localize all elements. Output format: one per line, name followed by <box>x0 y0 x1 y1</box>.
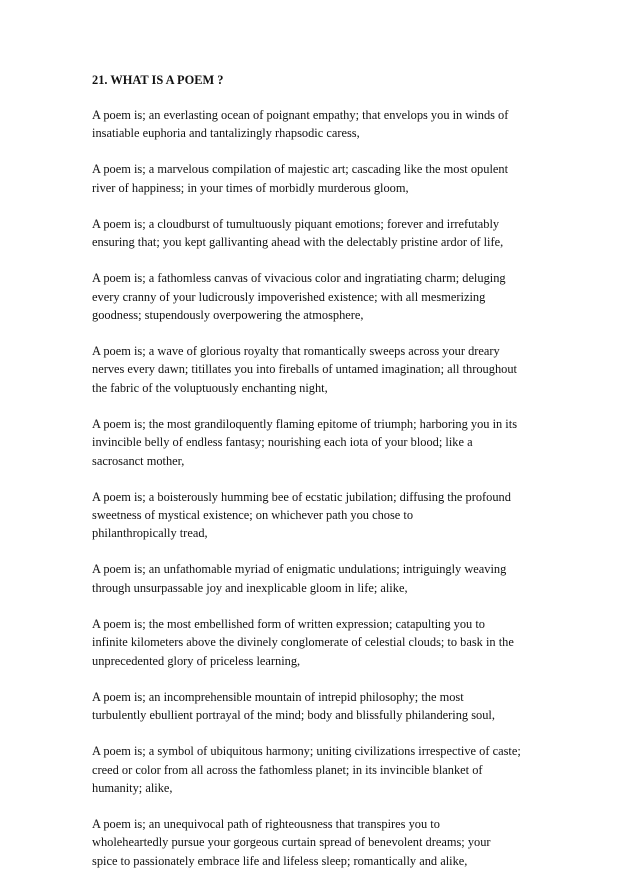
stanza <box>92 269 558 324</box>
stanza <box>92 106 558 143</box>
stanza-line: sweetness of mystical existence; on whichever path you chose to <box>92 508 414 523</box>
stanza-line: spice to passionately embrace life and lifeless sleep; romantically and alike, <box>92 853 468 868</box>
stanza-line: A poem is; a cloudburst of tumultuously piquant emotions; forever and irrefutably <box>92 216 500 231</box>
stanza-line: through unsurpassable joy and inexplicable gloom in life; alike, <box>92 580 408 595</box>
stanza-line: A poem is; an unfathomable myriad of enigmatic undulations; intriguingly weaving <box>92 562 507 577</box>
stanza-line: insatiable euphoria and tantalizingly rhapsodic caress, <box>92 126 360 141</box>
stanza <box>92 160 558 197</box>
stanza-line: nerves every dawn; titillates you into fireballs of untamed imagination; all throughout <box>92 362 517 377</box>
stanza-line: A poem is; a fathomless canvas of vivacious color and ingratiating charm; deluging <box>92 271 506 286</box>
stanza-line: invincible belly of endless fantasy; nourishing each iota of your blood; like a <box>92 435 473 450</box>
stanza-line: every cranny of your ludicrously impoverished existence; with all mesmerizing <box>92 289 486 304</box>
stanza-line: A poem is; an unequivocal path of righteousness that transpires you to <box>92 816 440 831</box>
stanza <box>92 742 558 797</box>
stanza-line: wholeheartedly pursue your gorgeous curtain spread of benevolent dreams; your <box>92 835 491 850</box>
stanza-line: A poem is; a wave of glorious royalty that romantically sweeps across your dreary <box>92 344 500 359</box>
stanza-line: A poem is; a marvelous compilation of majestic art; cascading like the most opulent <box>92 162 509 177</box>
stanza-line: ensuring that; you kept gallivanting ahead with the delectably pristine ardor of life, <box>92 235 504 250</box>
stanza <box>92 215 558 252</box>
stanza-line: philanthropically tread, <box>92 526 208 541</box>
stanza <box>92 688 558 725</box>
stanza <box>92 560 558 597</box>
stanza-line: A poem is; the most grandiloquently flaming epitome of triumph; harboring you in its <box>92 416 518 431</box>
stanza-line: the fabric of the voluptuously enchanting night, <box>92 380 328 395</box>
stanza-line: unprecedented glory of priceless learning, <box>92 653 301 668</box>
stanza-line: A poem is; a symbol of ubiquitous harmony; uniting civilizations irrespective of caste; <box>92 744 521 759</box>
stanza-line: A poem is; a boisterously humming bee of ecstatic jubilation; diffusing the profound <box>92 489 511 504</box>
stanza-line: humanity; alike, <box>92 780 173 795</box>
stanza <box>92 815 558 870</box>
stanza-line: turbulently ebullient portrayal of the mind; body and blissfully philandering soul, <box>92 708 495 723</box>
stanza-line: A poem is; an incomprehensible mountain of intrepid philosophy; the most <box>92 689 464 704</box>
stanza-line: sacrosanct mother, <box>92 453 185 468</box>
stanza-line: A poem is; the most embellished form of written expression; catapulting you to <box>92 616 485 631</box>
poem-title: 21. WHAT IS A POEM ? <box>92 73 224 87</box>
stanza-line: A poem is; an everlasting ocean of poignant empathy; that envelops you in winds of <box>92 108 509 122</box>
stanza <box>92 615 558 670</box>
stanza <box>92 415 558 470</box>
poem-body <box>92 106 558 870</box>
stanza <box>92 342 558 397</box>
stanza-line: river of happiness; in your times of morbidly murderous gloom, <box>92 180 409 195</box>
stanza <box>92 488 558 543</box>
stanza-line: goodness; stupendously overpowering the atmosphere, <box>92 308 364 323</box>
stanza-line: creed or color from all across the fathomless planet; in its invincible blanket of <box>92 762 483 777</box>
stanza-line: infinite kilometers above the divinely conglomerate of celestial clouds; to bask in the <box>92 635 514 650</box>
